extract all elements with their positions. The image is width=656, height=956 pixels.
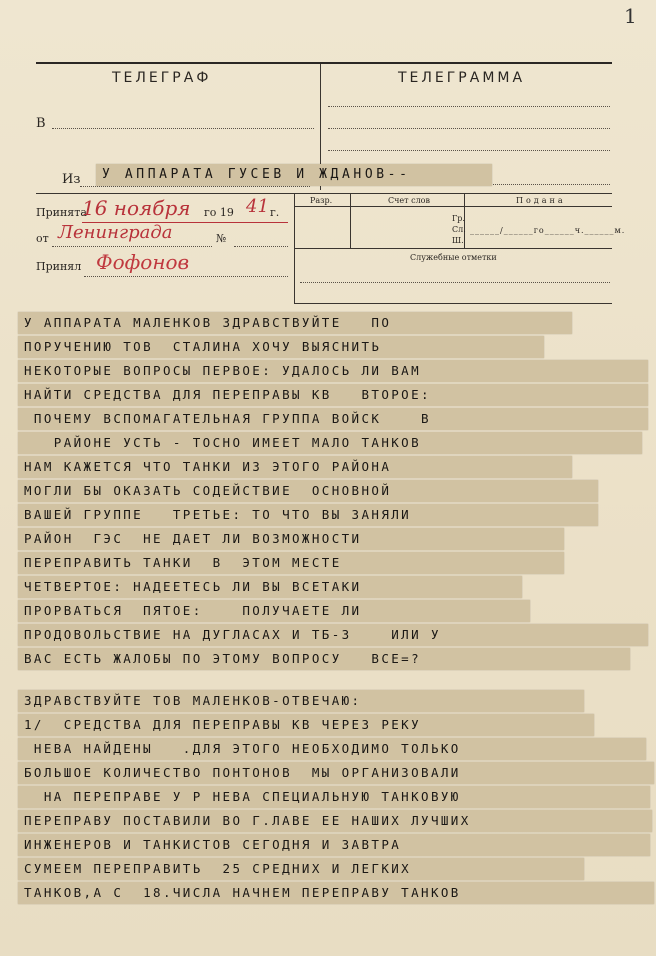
- service-line: [300, 282, 610, 283]
- from-line: [80, 186, 310, 187]
- sl-label: Сл.: [452, 225, 466, 234]
- col-schet: Счет слов: [388, 196, 430, 205]
- telegram-title: ТЕЛЕГРАММА: [398, 70, 526, 86]
- reply-strip: СУМЕЕМ ПЕРЕПРАВИТЬ 25 СРЕДНИХ И ЛЕГКИХ: [18, 858, 584, 880]
- year-suffix: г.: [270, 206, 280, 219]
- service-marks: Служебные отметки: [410, 253, 497, 262]
- from2-hand: Ленинграда: [58, 222, 173, 243]
- reply-strip: НА ПЕРЕПРАВЕ У Р НЕВА СПЕЦИАЛЬНУЮ ТАНКОВУЮ: [18, 786, 650, 808]
- telegraph-title: ТЕЛЕГРАФ: [112, 70, 212, 86]
- message-strip: ВАС ЕСТЬ ЖАЛОБЫ ПО ЭТОМУ ВОПРОСУ ВСЕ=?: [18, 648, 630, 670]
- header-line: [480, 184, 610, 185]
- number-line: [234, 246, 288, 247]
- table-service-line: [294, 248, 612, 249]
- accepted-signature: Фофонов: [96, 250, 190, 274]
- received-label: Принята: [36, 206, 87, 219]
- from2-line: [52, 246, 212, 247]
- message-strip: РАЙОНЕ УСТЬ - ТОСНО ИМЕЕТ МАЛО ТАНКОВ: [18, 432, 642, 454]
- accepted-line: [84, 276, 288, 277]
- message-strip: НАЙТИ СРЕДСТВА ДЛЯ ПЕРЕПРАВЫ КВ ВТОРОЕ:: [18, 384, 648, 406]
- to-line: [52, 128, 314, 129]
- sh-label: Ш.: [452, 236, 464, 245]
- to-label: В: [36, 116, 46, 131]
- from-strip: У АППАРАТА ГУСЕВ И ЖДАНОВ--: [96, 164, 492, 186]
- received-date: 16 ноября: [82, 196, 191, 220]
- reply-strip: 1/ СРЕДСТВА ДЛЯ ПЕРЕПРАВЫ КВ ЧЕРЕЗ РЕКУ: [18, 714, 594, 736]
- reply-strip: ИНЖЕНЕРОВ И ТАНКИСТОВ СЕГОДНЯ И ЗАВТРА: [18, 834, 650, 856]
- header-line: [328, 150, 610, 151]
- message-strip: НАМ КАЖЕТСЯ ЧТО ТАНКИ ИЗ ЭТОГО РАЙОНА: [18, 456, 572, 478]
- message-strip: ПОРУЧЕНИЮ ТОВ СТАЛИНА ХОЧУ ВЫЯСНИТЬ: [18, 336, 544, 358]
- table-divider: [350, 194, 351, 248]
- table-header-line: [294, 206, 612, 207]
- reply-strip: ТАНКОВ,А С 18.ЧИСЛА НАЧНЕМ ПЕРЕПРАВУ ТАНКОВ: [18, 882, 654, 904]
- table-bottom-line: [294, 303, 612, 304]
- col-razr: Разр.: [310, 196, 333, 205]
- year-hand: 41: [246, 196, 269, 217]
- podana-line: ______/______го______ч.______м.: [470, 226, 626, 235]
- reply-strip: НЕВА НАЙДЕНЫ .ДЛЯ ЭТОГО НЕОБХОДИМО ТОЛЬКО: [18, 738, 646, 760]
- message-strip: ВАШЕЙ ГРУППЕ ТРЕТЬЕ: ТО ЧТО ВЫ ЗАНЯЛИ: [18, 504, 598, 526]
- message-strip: ЧЕТВЕРТОЕ: НАДЕЕТЕСЬ ЛИ ВЫ ВСЕТАКИ: [18, 576, 522, 598]
- accepted-label: Принял: [36, 260, 82, 273]
- message-strip: ПОЧЕМУ ВСПОМАГАТЕЛЬНАЯ ГРУППА ВОЙСК В: [18, 408, 648, 430]
- message-strip: РАЙОН ГЭС НЕ ДАЕТ ЛИ ВОЗМОЖНОСТИ: [18, 528, 564, 550]
- message-strip: НЕКОТОРЫЕ ВОПРОСЫ ПЕРВОЕ: УДАЛОСЬ ЛИ ВАМ: [18, 360, 648, 382]
- year-prefix: го 19: [204, 206, 234, 219]
- message-strip: ПЕРЕПРАВИТЬ ТАНКИ В ЭТОМ МЕСТЕ: [18, 552, 564, 574]
- table-left-border: [294, 194, 295, 304]
- message-strip: ПРОДОВОЛЬСТВИЕ НА ДУГЛАСАХ И ТБ-3 ИЛИ У: [18, 624, 648, 646]
- gr-label: Гр.: [452, 214, 465, 223]
- reply-strip: БОЛЬШОЕ КОЛИЧЕСТВО ПОНТОНОВ МЫ ОРГАНИЗОВАЛИ: [18, 762, 654, 784]
- header-line: [328, 128, 610, 129]
- from2-label: от: [36, 232, 49, 245]
- col-podana: Подана: [516, 196, 566, 205]
- from-label: Из: [62, 172, 81, 187]
- message-strip: МОГЛИ БЫ ОКАЗАТЬ СОДЕЙСТВИЕ ОСНОВНОЙ: [18, 480, 598, 502]
- message-strip: ПРОРВАТЬСЯ ПЯТОЕ: ПОЛУЧАЕТЕ ЛИ: [18, 600, 530, 622]
- header-line: [328, 106, 610, 107]
- page-number: 1: [624, 4, 637, 28]
- reply-strip: ЗДРАВСТВУЙТЕ ТОВ МАЛЕНКОВ-ОТВЕЧАЮ:: [18, 690, 584, 712]
- mid-rule: [36, 193, 612, 194]
- message-strip: У АППАРАТА МАЛЕНКОВ ЗДРАВСТВУЙТЕ ПО: [18, 312, 572, 334]
- top-rule: [36, 62, 612, 64]
- number-label: №: [216, 232, 227, 245]
- reply-strip: ПЕРЕПРАВУ ПОСТАВИЛИ ВО Г.ЛАВЕ ЕЕ НАШИХ ЛУЧШИХ: [18, 810, 652, 832]
